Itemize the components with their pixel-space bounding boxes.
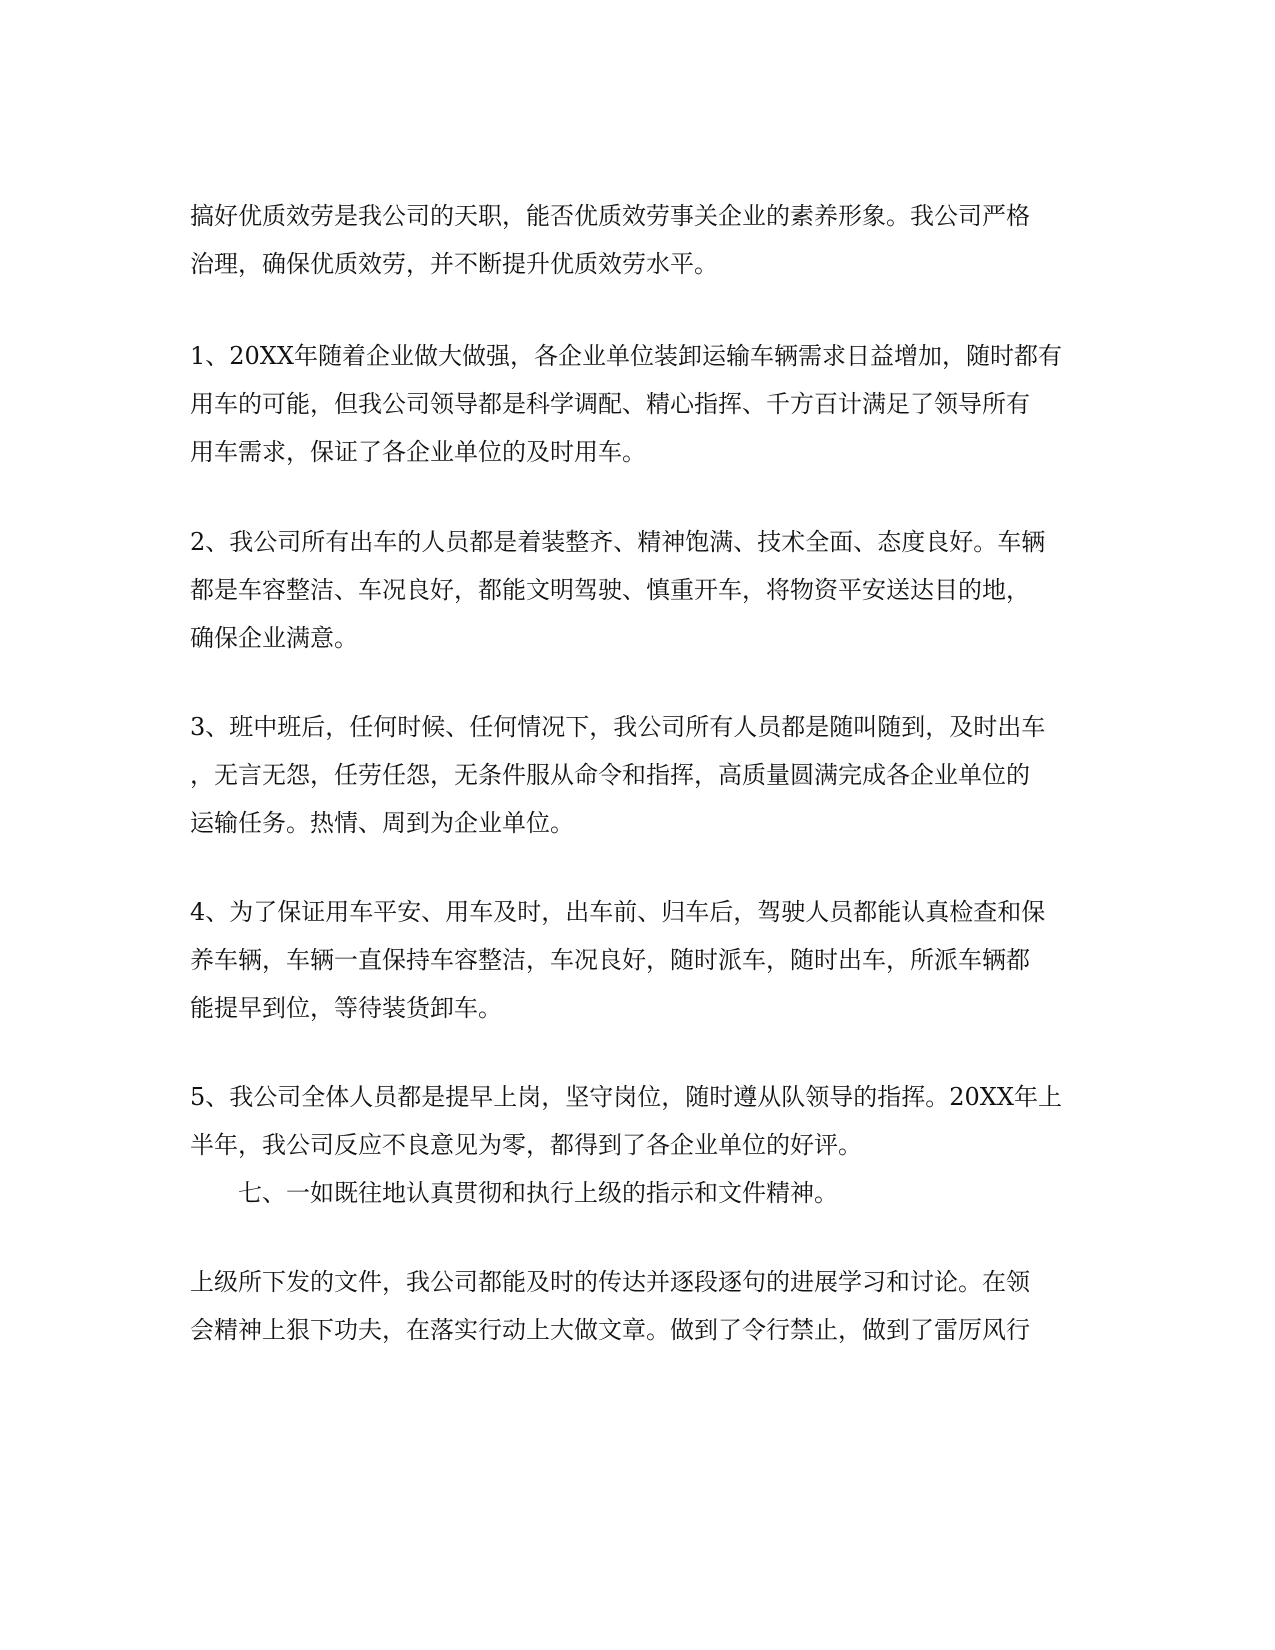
paragraph-documents [190, 1258, 1090, 1354]
paragraph-intro [190, 192, 1090, 288]
text-line: 养车辆，车辆一直保持车容整洁，车况良好，随时派车，随时出车，所派车辆都 [190, 946, 1030, 974]
section-heading-7: 七、一如既往地认真贯彻和执行上级的指示和文件精神。 [190, 1179, 838, 1207]
text-line: 能提早到位，等待装货卸车。 [190, 994, 502, 1022]
text-line: 5、我公司全体人员都是提早上岗，坚守岗位，随时遵从队领导的指挥。20XX年上 [190, 1083, 1062, 1111]
text-line: 会精神上狠下功夫，在落实行动上大做文章。做到了令行禁止，做到了雷厉风行 [190, 1316, 1030, 1344]
text-line: 搞好优质效劳是我公司的天职，能否优质效劳事关企业的素养形象。我公司严格 [190, 202, 1030, 230]
paragraph-item-3 [190, 703, 1090, 847]
text-line: 1、20XX年随着企业做大做强，各企业单位装卸运输车辆需求日益增加，随时都有 [190, 342, 1062, 370]
text-line: ，无言无怨，任劳任怨，无条件服从命令和指挥，高质量圆满完成各企业单位的 [190, 761, 1030, 789]
text-line: 运输任务。热情、周到为企业单位。 [190, 809, 574, 837]
text-line: 上级所下发的文件，我公司都能及时的传达并逐段逐句的进展学习和讨论。在领 [190, 1268, 1030, 1296]
text-line: 用车的可能，但我公司领导都是科学调配、精心指挥、千方百计满足了领导所有 [190, 390, 1030, 418]
text-line: 用车需求，保证了各企业单位的及时用车。 [190, 438, 646, 466]
text-line: 4、为了保证用车平安、用车及时，出车前、归车后，驾驶人员都能认真检查和保 [190, 898, 1046, 926]
text-line: 确保企业满意。 [190, 624, 358, 652]
text-line: 2、我公司所有出车的人员都是着装整齐、精神饱满、技术全面、态度良好。车辆 [190, 528, 1046, 556]
paragraph-item-2 [190, 518, 1090, 662]
text-line: 都是车容整洁、车况良好，都能文明驾驶、慎重开车，将物资平安送达目的地， [190, 576, 1030, 604]
text-line: 半年，我公司反应不良意见为零，都得到了各企业单位的好评。 [190, 1131, 862, 1159]
text-line: 治理，确保优质效劳，并不断提升优质效劳水平。 [190, 250, 718, 278]
paragraph-item-5 [190, 1073, 1090, 1217]
paragraph-item-1 [190, 332, 1090, 476]
text-line: 3、班中班后，任何时候、任何情况下，我公司所有人员都是随叫随到，及时出车 [190, 713, 1046, 741]
paragraph-item-4 [190, 888, 1090, 1032]
